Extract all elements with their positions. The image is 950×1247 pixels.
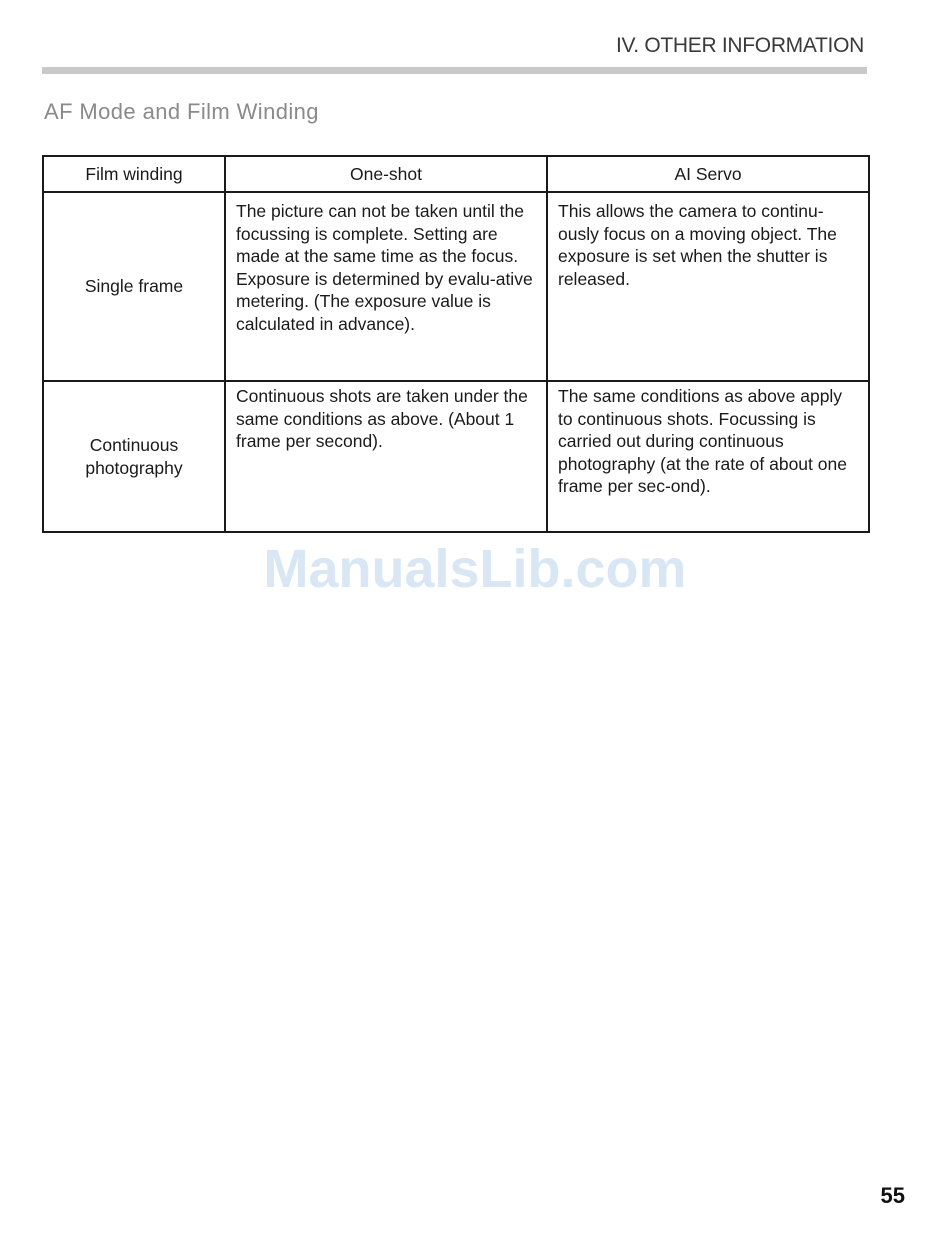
- cell-single-frame-one-shot: [225, 192, 547, 381]
- column-header-one-shot: One-shot: [225, 156, 547, 192]
- cell-continuous-one-shot: Continuous shots are taken under the same conditions as above. (About 1 frame per second).: [225, 381, 547, 532]
- row-label-single-frame: Single frame: [43, 192, 225, 381]
- column-header-ai-servo: AI Servo: [547, 156, 869, 192]
- cell-single-frame-ai-servo: This allows the camera to continu-ously focus on a moving object. The exposure is set when the shutter is released.: [547, 192, 869, 381]
- page-title: AF Mode and Film Winding: [44, 99, 319, 124]
- section-header: IV. OTHER INFORMATION: [615, 34, 864, 57]
- watermark: ManualsLib.com: [263, 539, 687, 599]
- table-header-row: [43, 156, 869, 192]
- af-mode-film-winding-table: [42, 155, 870, 533]
- page-number: 55: [880, 1183, 905, 1208]
- table-row-continuous-photography: [43, 381, 869, 532]
- header-rule: [42, 67, 867, 74]
- cell-paragraph: Exposure is determined by evalu-ative metering. (The exposure value is calculated in advance).: [236, 268, 533, 334]
- table-row-single-frame: [43, 192, 869, 381]
- cell-paragraph: The picture can not be taken until the focussing is complete. Setting are made at the same time as the focus.: [236, 201, 524, 266]
- row-label-continuous-photography: Continuous photography: [43, 381, 225, 532]
- cell-continuous-ai-servo: The same conditions as above apply to continuous shots. Focussing is carried out during continuous photography (at the rate of about one frame per sec-ond).: [547, 381, 869, 532]
- column-header-film-winding: Film winding: [43, 156, 225, 192]
